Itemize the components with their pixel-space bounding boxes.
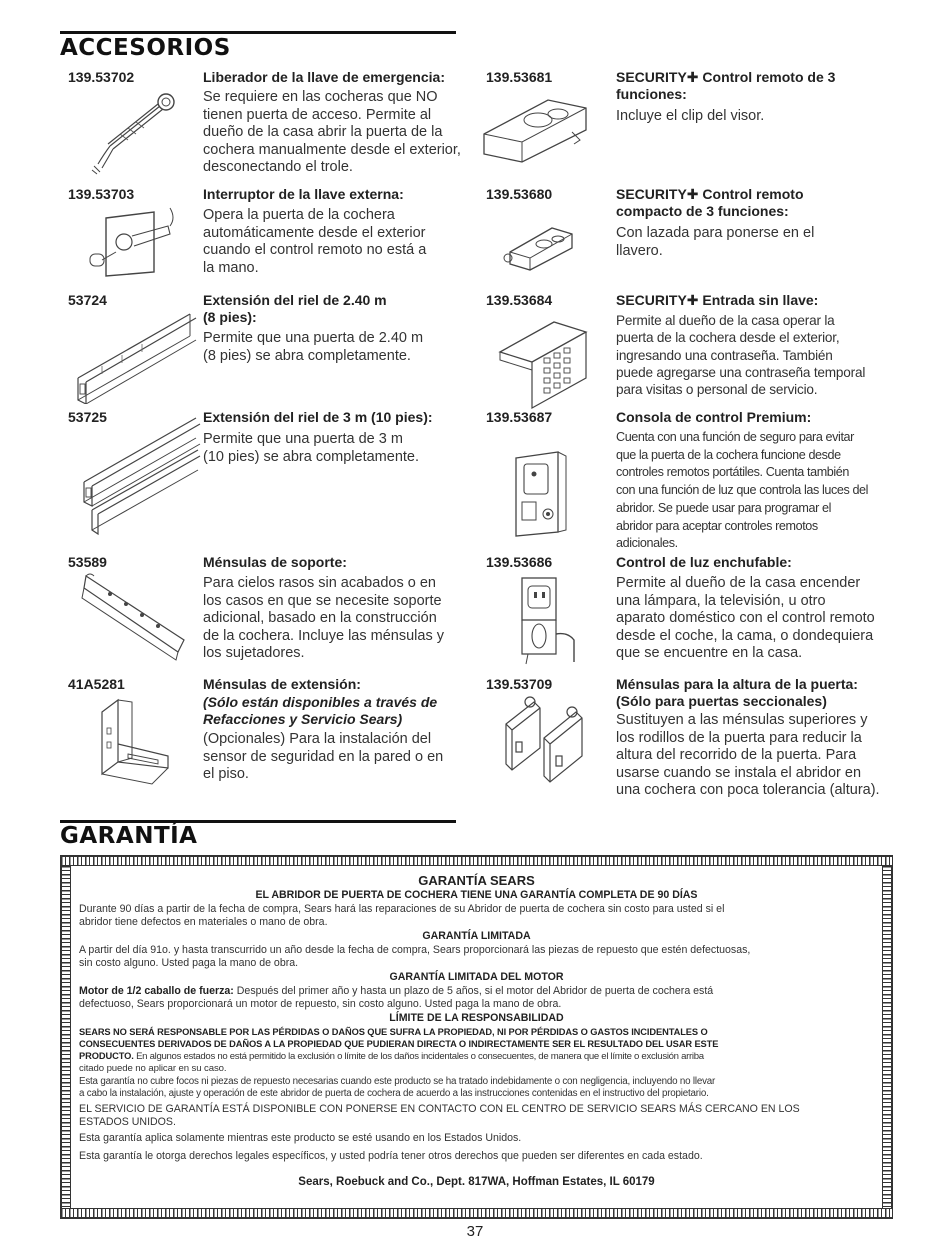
warranty-paragraph: Esta garantía le otorga derechos legales específicos, y usted podría tener otros derechos que pueden ser diferentes en cada estado. <box>79 1150 703 1162</box>
warranty-paragraph: A partir del día 91o. y hasta transcurrido un año desde la fecha de compra, Sears proporcionará las piezas de repuesto que estén defectuosas, sin costo alguno. Usted paga la mano de obra. <box>79 944 751 969</box>
item-description: Sustituyen a las ménsulas superiores y los rodillos de la puerta para reducir la altura del recorrido de la puerta. Para usarse cuando se instala el abridor en una cochera con poca tolerancia (altura). <box>616 712 880 798</box>
item-subtitle: (Sólo están disponibles a través de Refacciones y Servicio Sears) <box>203 694 438 727</box>
premium-console-illustration <box>512 448 576 538</box>
border-pattern-right <box>882 866 892 1208</box>
page-number: 37 <box>466 1223 484 1240</box>
part-number: 139.53681 <box>486 69 553 85</box>
warranty-heading: GARANTÍA <box>60 823 198 849</box>
warranty-paragraph: Durante 90 días a partir de la fecha de compra, Sears hará las reparaciones de su Abridor de puerta de cochera sin costo para usted si el abridor tiene defectos en materiales o mano de obra. <box>79 903 725 928</box>
emergency-release-illustration <box>80 84 190 176</box>
item-description: Se requiere en las cocheras que NO tienen puerta de acceso. Permite al dueño de la casa abrir la puerta de la cochera manualmente desde el exterior, desconectando el trole. <box>203 89 461 175</box>
warranty-box <box>60 855 893 1219</box>
warranty-paragraph: Esta garantía no cubre focos ni piezas de repuesto necesarias cuando este producto se ha tratado indebidamente o con negligencia, incluyendo no llevar a cabo la instalación, ajuste y operación de este abridor de puerta de cochera de acuerdo a las instrucciones contenidas en el instructivo del propietario. <box>79 1076 716 1099</box>
warranty-heading-liability: LÍMITE DE LA RESPONSABILIDAD <box>389 1012 564 1024</box>
warranty-liability-text: SEARS NO SERÁ RESPONSABLE POR LAS PÉRDIDAS O DAÑOS QUE SUFRA LA PROPIEDAD, NI POR PÉRDIDAS O GASTOS INCIDENTALES O CONSECUENTES DERIVADOS DE DAÑOS A LA PROPIEDAD QUE PUDIERAN DIRECTA O INDIRECTAMENTE SER EL RESULTADO DEL USAR ESTE PRODUCTO. En algunos estados no está permitido la exclusión o límite de los daños incidentales o consecuentes, de manera que el límite o exclusión arriba citado puede no aplicar en su caso. <box>79 1027 719 1074</box>
part-number: 139.53687 <box>486 409 553 425</box>
accessories-heading: ACCESORIOS <box>60 35 231 61</box>
warranty-paragraph: Esta garantía aplica solamente mientras este producto se esté usando en los Estados Unidos. <box>79 1132 522 1144</box>
part-number: 53724 <box>68 292 107 308</box>
part-number: 139.53703 <box>68 186 135 202</box>
part-number: 139.53702 <box>68 69 135 85</box>
door-height-bracket-illustration <box>490 690 598 786</box>
item-description: Para cielos rasos sin acabados o en los casos en que se necesite soporte adicional, basado en la construcción de la cochera. Incluye las ménsulas y los sujetadores. <box>203 575 444 661</box>
warranty-paragraph: Motor de 1/2 caballo de fuerza: Después del primer año y hasta un plazo de 5 años, si el motor del Abridor de puerta de cochera está defectuoso, Sears proporcionará un motor de repuesto, sin costo alguno. Usted paga la mano de obra. <box>79 985 714 1010</box>
part-number: 53725 <box>68 409 107 425</box>
item-title: Extensión del riel de 2.40 m (8 pies): <box>203 292 387 325</box>
remote-3-function-illustration <box>478 92 598 164</box>
item-title: Ménsulas de extensión: <box>203 676 361 692</box>
item-title: Interruptor de la llave externa: <box>203 186 404 202</box>
item-title: SECURITY✚ Control remoto de 3 funciones: <box>616 69 836 102</box>
item-title: SECURITY✚ Entrada sin llave: <box>616 292 819 308</box>
item-title: Liberador de la llave de emergencia: <box>203 69 445 85</box>
border-pattern-bottom <box>61 1208 892 1218</box>
warranty-heading-motor: GARANTÍA LIMITADA DEL MOTOR <box>389 971 564 983</box>
keyless-entry-illustration <box>490 316 598 412</box>
item-description: Permite que una puerta de 2.40 m (8 pies) se abra completamente. <box>203 330 424 364</box>
warranty-footer: Sears, Roebuck and Co., Dept. 817WA, Hoffman Estates, IL 60179 <box>298 1176 655 1188</box>
part-number: 139.53680 <box>486 186 553 202</box>
warranty-paragraph: EL SERVICIO DE GARANTÍA ESTÁ DISPONIBLE CON PONERSE EN CONTACTO CON EL CENTRO DE SERVICIO SEARS MÁS CERCANO EN LOS ESTADOS UNIDOS. <box>79 1103 800 1128</box>
item-title: Ménsulas de soporte: <box>203 554 347 570</box>
item-title: Consola de control Premium: <box>616 409 812 425</box>
part-number: 53589 <box>68 554 107 570</box>
item-description: Opera la puerta de la cochera automáticamente desde el exterior cuando el control remoto no está a la mano. <box>203 207 427 276</box>
item-description: Permite al dueño de la casa encender una lámpara, la televisión, u otro aparato doméstico con el control remoto desde el coche, la cama, o dondequiera que se encuentre en la casa. <box>616 575 875 661</box>
rail-extension-10ft-illustration <box>74 410 204 540</box>
support-bracket-illustration <box>80 570 192 662</box>
warranty-box-title: GARANTÍA SEARS <box>418 873 535 888</box>
rail-extension-8ft-illustration <box>72 308 202 404</box>
item-title: Ménsulas para la altura de la puerta: (Sólo para puertas seccionales) <box>616 676 858 709</box>
warranty-heading-full: EL ABRIDOR DE PUERTA DE COCHERA TIENE UNA GARANTÍA COMPLETA DE 90 DÍAS <box>255 889 698 901</box>
key-switch-illustration <box>84 200 184 280</box>
item-description: Permite que una puerta de 3 m (10 pies) se abra completamente. <box>203 431 419 465</box>
item-description: Con lazada para ponerse en el llavero. <box>616 225 815 259</box>
item-title: SECURITY✚ Control remoto compacto de 3 funciones: <box>616 186 804 219</box>
border-pattern-top <box>61 856 892 866</box>
part-number: 139.53686 <box>486 554 553 570</box>
part-number: 41A5281 <box>68 676 125 692</box>
item-title: Control de luz enchufable: <box>616 554 792 570</box>
item-description: Permite al dueño de la casa operar la puerta de la cochera desde el exterior, ingresando una contraseña. También puede agregarse una contraseña temporal para visitas o personal de servicio. <box>616 313 866 398</box>
warranty-heading-limited: GARANTÍA LIMITADA <box>422 930 531 942</box>
item-description: Cuenta con una función de seguro para evitar que la puerta de la cochera funcione desde controles remotos portátiles. Cuenta también con una función de luz que controla las luces del abridor. Se puede usar para programar el abridor para aceptar controles remotos adicionales. <box>616 430 869 551</box>
plug-in-light-control-illustration <box>508 574 588 666</box>
item-description: Incluye el clip del visor. <box>616 108 765 124</box>
accessories-rule <box>60 31 456 34</box>
compact-remote-illustration <box>500 220 580 272</box>
item-title: Extensión del riel de 3 m (10 pies): <box>203 409 433 425</box>
item-description: (Opcionales) Para la instalación del sensor de seguridad en la pared o en el piso. <box>203 731 444 782</box>
part-number: 139.53684 <box>486 292 553 308</box>
border-pattern-left <box>61 866 71 1208</box>
extension-bracket-illustration <box>88 692 188 788</box>
part-number: 139.53709 <box>486 676 553 692</box>
